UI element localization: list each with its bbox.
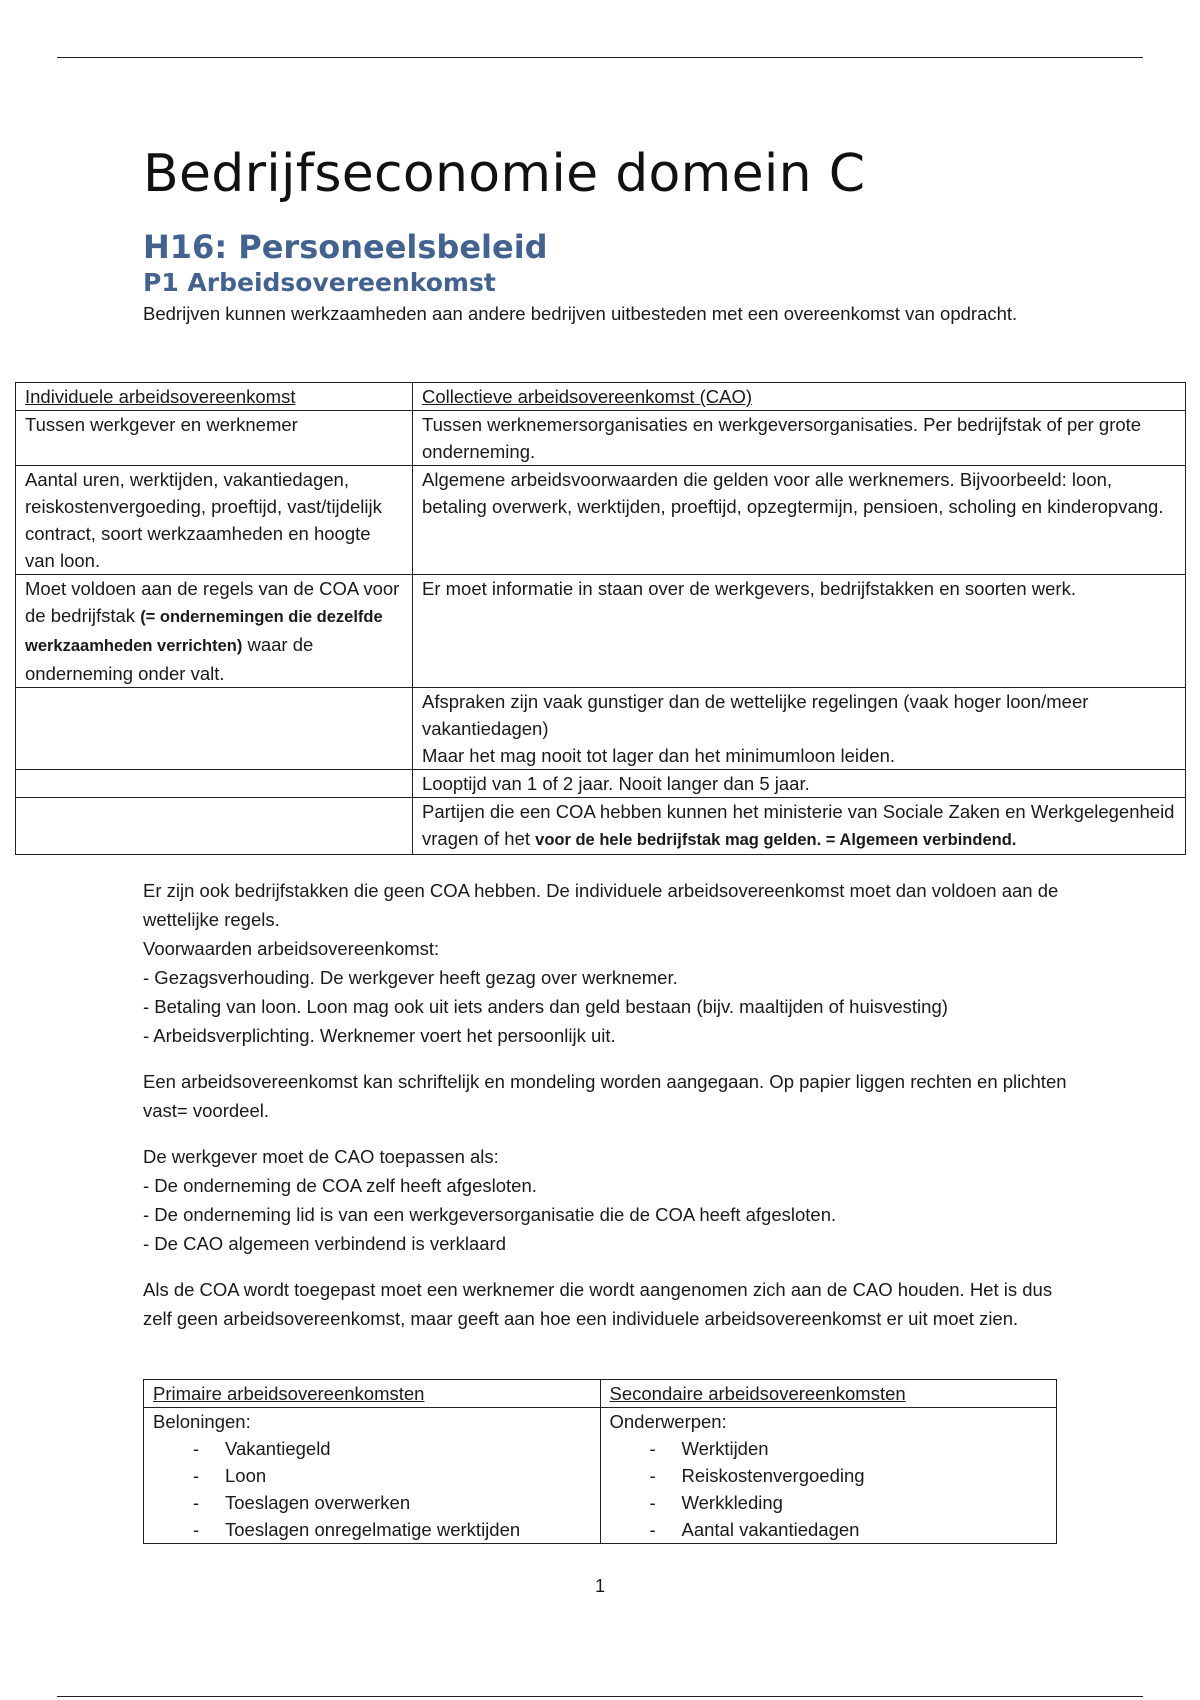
table-row xyxy=(144,1408,1057,1544)
cell-label: Beloningen: xyxy=(153,1411,251,1432)
list-item: - De onderneming de COA zelf heeft afgesloten. xyxy=(143,1175,537,1196)
table-cell xyxy=(600,1408,1057,1544)
header-rule xyxy=(57,57,1143,58)
rewards-list xyxy=(153,1435,591,1543)
table-header-secondary: Secondaire arbeidsovereenkomsten xyxy=(600,1380,1057,1408)
table-header-individual: Individuele arbeidsovereenkomst xyxy=(16,383,413,411)
table-cell xyxy=(16,575,413,688)
table-row xyxy=(16,770,1186,798)
document-body xyxy=(143,135,1073,328)
list-item: - Toeslagen onregelmatige werktijden xyxy=(193,1516,591,1543)
topics-list xyxy=(610,1435,1048,1543)
cell-label: Onderwerpen: xyxy=(609,1411,727,1432)
list-item: - Vakantiegeld xyxy=(193,1435,591,1462)
chapter-heading: H16: Personeelsbeleid xyxy=(143,228,548,266)
footer-rule xyxy=(57,1696,1143,1697)
table-cell-empty xyxy=(16,770,413,798)
cell-bold-text: voor de hele bedrijfstak mag gelden. = Algemeen verbindend. xyxy=(535,831,1017,849)
paragraph: Als de COA wordt toegepast moet een werknemer die wordt aangenomen zich aan de CAO houden. Het is dus zelf geen arbeidsovereenkomst, maar geeft aan hoe een individuele arbeidsovereenkomst er uit moet zien. xyxy=(143,1279,1053,1329)
table-row xyxy=(16,466,1186,575)
section-heading: P1 Arbeidsovereenkomst xyxy=(143,268,496,297)
list-item: - Aantal vakantiedagen xyxy=(650,1516,1048,1543)
intro-paragraph: Bedrijven kunnen werkzaamheden aan andere bedrijven uitbesteden met een overeenkomst van opdracht. xyxy=(143,303,1018,324)
cell-text: Moet voldoen aan de regels van de COA voor de bedrijfstak xyxy=(25,578,400,626)
table-row xyxy=(16,383,1186,411)
paragraph: Een arbeidsovereenkomst kan schriftelijk en mondeling worden aangegaan. Op papier liggen rechten en plichten vast= voordeel. xyxy=(143,1071,1067,1121)
list-item: - De CAO algemeen verbindend is verklaard xyxy=(143,1233,506,1254)
table-cell-empty xyxy=(16,798,413,855)
list-item: - De onderneming lid is van een werkgeversorganisatie die de COA heeft afgesloten. xyxy=(143,1204,837,1225)
table-row xyxy=(16,798,1186,855)
list-item: - Loon xyxy=(193,1462,591,1489)
contract-comparison-table xyxy=(15,382,1186,855)
list-item: - Toeslagen overwerken xyxy=(193,1489,591,1516)
table-cell: Tussen werknemersorganisaties en werkgeversorganisaties. Per bedrijfstak of per grote onderneming. xyxy=(413,411,1186,466)
list-item: - Reiskostenvergoeding xyxy=(650,1462,1048,1489)
paragraph: Er zijn ook bedrijfstakken die geen COA hebben. De individuele arbeidsovereenkomst moet dan voldoen aan de wettelijke regels. xyxy=(143,880,1059,930)
list-item: - Betaling van loon. Loon mag ook uit iets anders dan geld bestaan (bijv. maaltijden of huisvesting) xyxy=(143,996,948,1017)
list-item: - Arbeidsverplichting. Werknemer voert het persoonlijk uit. xyxy=(143,1025,616,1046)
cell-text: waar de onderneming onder valt. xyxy=(25,634,314,684)
table-cell: Er moet informatie in staan over de werkgevers, bedrijfstakken en soorten werk. xyxy=(413,575,1186,688)
paragraph-title: De werkgever moet de CAO toepassen als: xyxy=(143,1146,499,1167)
document-title: Bedrijfseconomie domein C xyxy=(143,144,866,204)
table-cell: Looptijd van 1 of 2 jaar. Nooit langer dan 5 jaar. xyxy=(413,770,1186,798)
body-text xyxy=(143,876,1073,1333)
table-cell: Algemene arbeidsvoorwaarden die gelden voor alle werknemers. Bijvoorbeeld: loon, betaling overwerk, werktijden, proeftijd, opzegtermijn, pensioen, scholing en kinderopvang. xyxy=(413,466,1186,575)
table-row xyxy=(16,411,1186,466)
table-cell xyxy=(413,688,1186,770)
table-row xyxy=(16,688,1186,770)
table-cell: Aantal uren, werktijden, vakantiedagen, reiskostenvergoeding, proeftijd, vast/tijdelijk contract, soort werkzaamheden en hoogte van loon. xyxy=(16,466,413,575)
cell-text: Afspraken zijn vaak gunstiger dan de wettelijke regelingen (vaak hoger loon/meer vakantiedagen) xyxy=(422,691,1089,739)
cell-text: Partijen die een COA hebben kunnen het ministerie van Sociale Zaken en Werkgelegenheid vragen of het xyxy=(422,801,1175,849)
primary-secondary-table xyxy=(143,1379,1057,1544)
table-cell-empty xyxy=(16,688,413,770)
table-row xyxy=(144,1380,1057,1408)
paragraph-title: Voorwaarden arbeidsovereenkomst: xyxy=(143,938,440,959)
table-header-collective: Collectieve arbeidsovereenkomst (CAO) xyxy=(413,383,1186,411)
table-row xyxy=(16,575,1186,688)
table-header-primary: Primaire arbeidsovereenkomsten xyxy=(144,1380,601,1408)
table-cell xyxy=(413,798,1186,855)
table-cell: Tussen werkgever en werknemer xyxy=(16,411,413,466)
list-item: - Gezagsverhouding. De werkgever heeft gezag over werknemer. xyxy=(143,967,678,988)
list-item: - Werkkleding xyxy=(650,1489,1048,1516)
table-cell xyxy=(144,1408,601,1544)
cell-text: Maar het mag nooit tot lager dan het minimumloon leiden. xyxy=(422,745,896,766)
cell-bold-text: (= ondernemingen die dezelfde werkzaamheden verrichten) xyxy=(25,608,383,655)
page-number: 1 xyxy=(594,1576,605,1596)
list-item: - Werktijden xyxy=(650,1435,1048,1462)
